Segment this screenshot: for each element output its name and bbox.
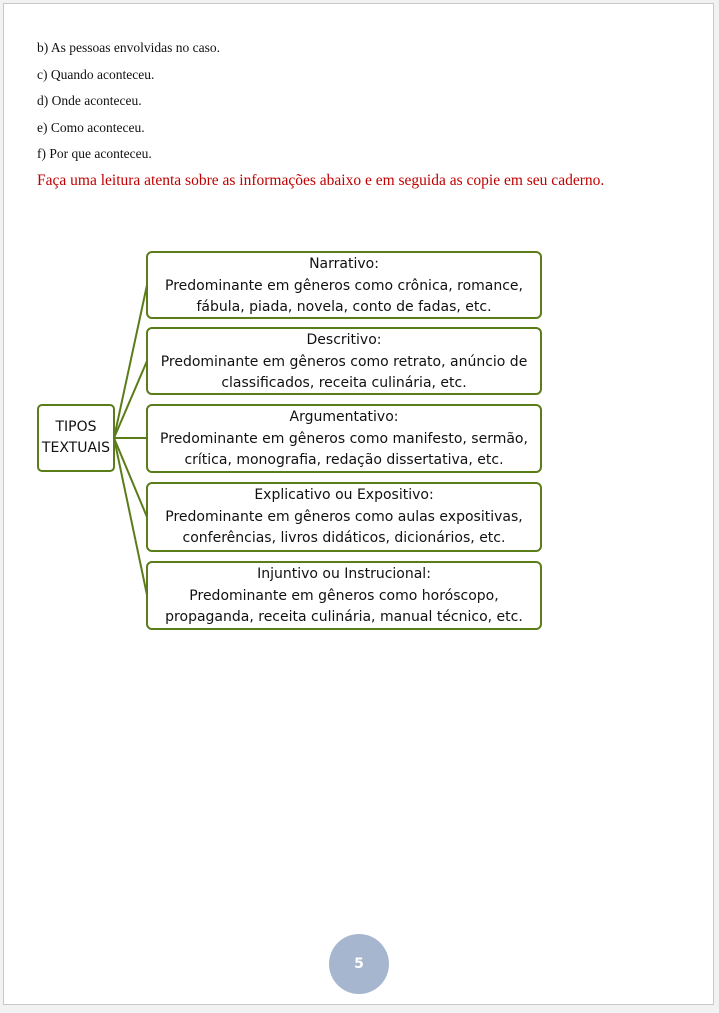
type-description-line: Predominante em gêneros como retrato, anúncio de [160,353,528,370]
type-title: Injuntivo ou Instrucional: [257,566,431,582]
root-node-tipos-textuais [37,404,115,472]
type-title: Descritivo: [306,332,382,348]
root-node-label-line: TEXTUAIS [41,440,111,456]
type-box-injuntivo [146,561,542,630]
type-description-line: Predominante em gêneros como aulas expositivas, [165,508,523,525]
page-number: 5 [354,956,364,972]
type-description-line: propaganda, receita culinária, manual técnico, etc. [165,609,523,625]
type-description-line: Predominante em gêneros como crônica, romance, [165,277,523,294]
type-title: Argumentativo: [289,409,399,425]
type-description-line: Predominante em gêneros como manifesto, sermão, [160,430,528,447]
list-item: b) As pessoas envolvidas no caso. [37,40,220,55]
list-item: f) Por que aconteceu. [37,146,152,161]
type-box-narrativo [146,251,542,319]
type-title: Narrativo: [309,256,379,272]
list-item: d) Onde aconteceu. [37,93,142,108]
type-description-line: classificados, receita culinária, etc. [221,375,467,391]
type-box-explicativo [146,482,542,552]
type-description-line: fábula, piada, novela, conto de fadas, etc. [196,299,492,315]
type-box-argumentativo [146,404,542,473]
type-description-line: conferências, livros didáticos, dicionários, etc. [182,530,506,546]
type-box-descritivo [146,327,542,395]
instruction-text: Faça uma leitura atenta sobre as informações abaixo e em seguida as copie em seu caderno. [37,172,605,189]
page-number-badge [329,934,389,994]
type-title: Explicativo ou Expositivo: [254,487,434,503]
question-list [37,38,220,171]
type-description-line: crítica, monografia, redação dissertativa, etc. [184,452,504,468]
type-description-line: Predominante em gêneros como horóscopo, [189,587,499,604]
root-node-label-line: TIPOS [55,419,97,435]
list-item: c) Quando aconteceu. [37,66,155,82]
list-item: e) Como aconteceu. [37,119,145,135]
